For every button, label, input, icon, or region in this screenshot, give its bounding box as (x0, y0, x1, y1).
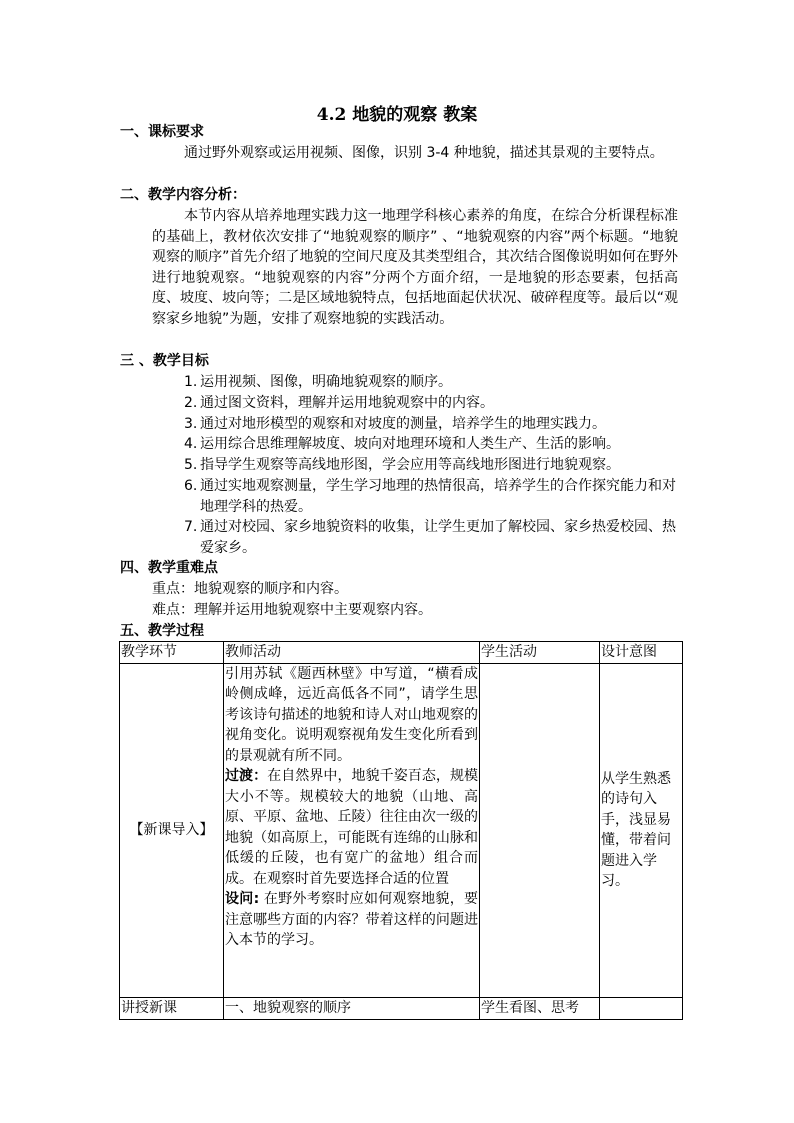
teacher-intro-text: 引用苏轼《题西林壁》中写道，“横看成岭侧成峰，远近高低各不同”，请学生思考该诗句描述的地貌和诗人对山地观察的视角变化。说明观察视角发生变化所看到的景观就有所不同。 (225, 665, 478, 764)
section-heading-standards: 一、课标要求 (120, 124, 204, 140)
stage-cell: 【新课导入】 (120, 663, 224, 997)
question-paragraph (225, 889, 478, 951)
transition-paragraph (225, 766, 478, 889)
design-intent-cell: 从学生熟悉的诗句入手，浅显易懂，带着问题进入学习。 (600, 663, 683, 997)
objective-item: 4. 运用综合思维理解坡度、坡向对地理环境和人类生产、生活的影响。 (184, 436, 620, 452)
design-intent-cell (600, 997, 683, 1019)
objective-item: 1. 运用视频、图像，明确地貌观察的顺序。 (184, 374, 452, 390)
student-activity-cell: 学生看图、思考 (480, 997, 600, 1019)
table-header-cell: 教师活动 (224, 642, 480, 664)
table-row (120, 663, 683, 997)
question-label: 设问: (225, 891, 260, 907)
objective-item: 3. 通过对地形模型的观察和对坡度的测量，培养学生的地理实践力。 (184, 416, 606, 432)
table-header-row (120, 642, 683, 664)
content-analysis-paragraph (152, 206, 678, 330)
table-row (120, 997, 683, 1019)
section-heading-objectives: 三 、教学目标 (120, 353, 209, 369)
section-heading-content-analysis: 二、教学内容分析： (120, 187, 246, 203)
section-heading-key-points: 四、教学重难点 (120, 560, 218, 576)
objective-item: 2. 通过图文资料，理解并运用地貌观察中的内容。 (184, 395, 494, 411)
content-analysis-text: 本节内容从培养地理实践力这一地理学科核心素养的角度，在综合分析课程标准的基础上，教材依次安排了“地貌观察的顺序” 、“地貌观察的内容”两个标题。“地貌观察的顺序”首先介绍了地貌的空间尺度及其类型组合，其次结合图像说明如何在野外进行地貌观察。“地貌观察的内容”分两个方面介绍，一是地貌的形态要素，包括高度、坡度、坡向等；二是区域地貌特点，包括地面起伏状况、破碎程度等。最后以“观察家乡地貌”为题，安排了观察地貌的实践活动。 (152, 208, 678, 327)
transition-text: 在自然界中，地貌千姿百态，规模大小不等。规模较大的地貌（山地、高原、平原、盆地、丘陵）往往由次一级的地貌（如高原上，可能既有连绵的山脉和低缓的丘陵，也有宽广的盆地）组合而成。在观察时首先要选择合适的位置 (225, 768, 479, 887)
question-text: 在野外考察时应如何观察地貌，要注意哪些方面的内容？带着这样的问题进入本节的学习。 (225, 891, 478, 948)
table-header-cell: 设计意图 (600, 642, 683, 664)
stage-cell: 讲授新课 (120, 997, 224, 1019)
student-activity-cell (480, 663, 600, 997)
teaching-process-table (119, 641, 683, 1020)
table-header-cell: 教学环节 (120, 642, 224, 664)
document-title: 4.2 地貌的观察 教案 (316, 105, 478, 125)
transition-label: 过渡： (225, 768, 268, 784)
standards-text: 通过野外观察或运用视频、图像，识别 3-4 种地貌，描述其景观的主要特点。 (184, 145, 664, 161)
key-point-text: 重点：地貌观察的顺序和内容。 (152, 581, 348, 597)
teacher-activity-cell: 一、地貌观察的顺序 (224, 997, 480, 1019)
section-heading-process: 五、教学过程 (120, 623, 204, 639)
objective-item: 5. 指导学生观察等高线地形图，学会应用等高线地形图进行地貌观察。 (184, 457, 620, 473)
objective-item: 7. 通过对校园、家乡地貌资料的收集，让学生更加了解校园、家乡热爱校园、热爱家乡。 (184, 519, 676, 556)
difficult-point-text: 难点：理解并运用地貌观察中主要观察内容。 (152, 602, 432, 618)
objective-item: 6. 通过实地观察测量，学生学习地理的热情很高，培养学生的合作探究能力和对地理学科的热爱。 (184, 478, 676, 515)
standards-paragraph (152, 143, 678, 164)
table-header-cell: 学生活动 (480, 642, 600, 664)
teacher-activity-cell (224, 663, 480, 997)
